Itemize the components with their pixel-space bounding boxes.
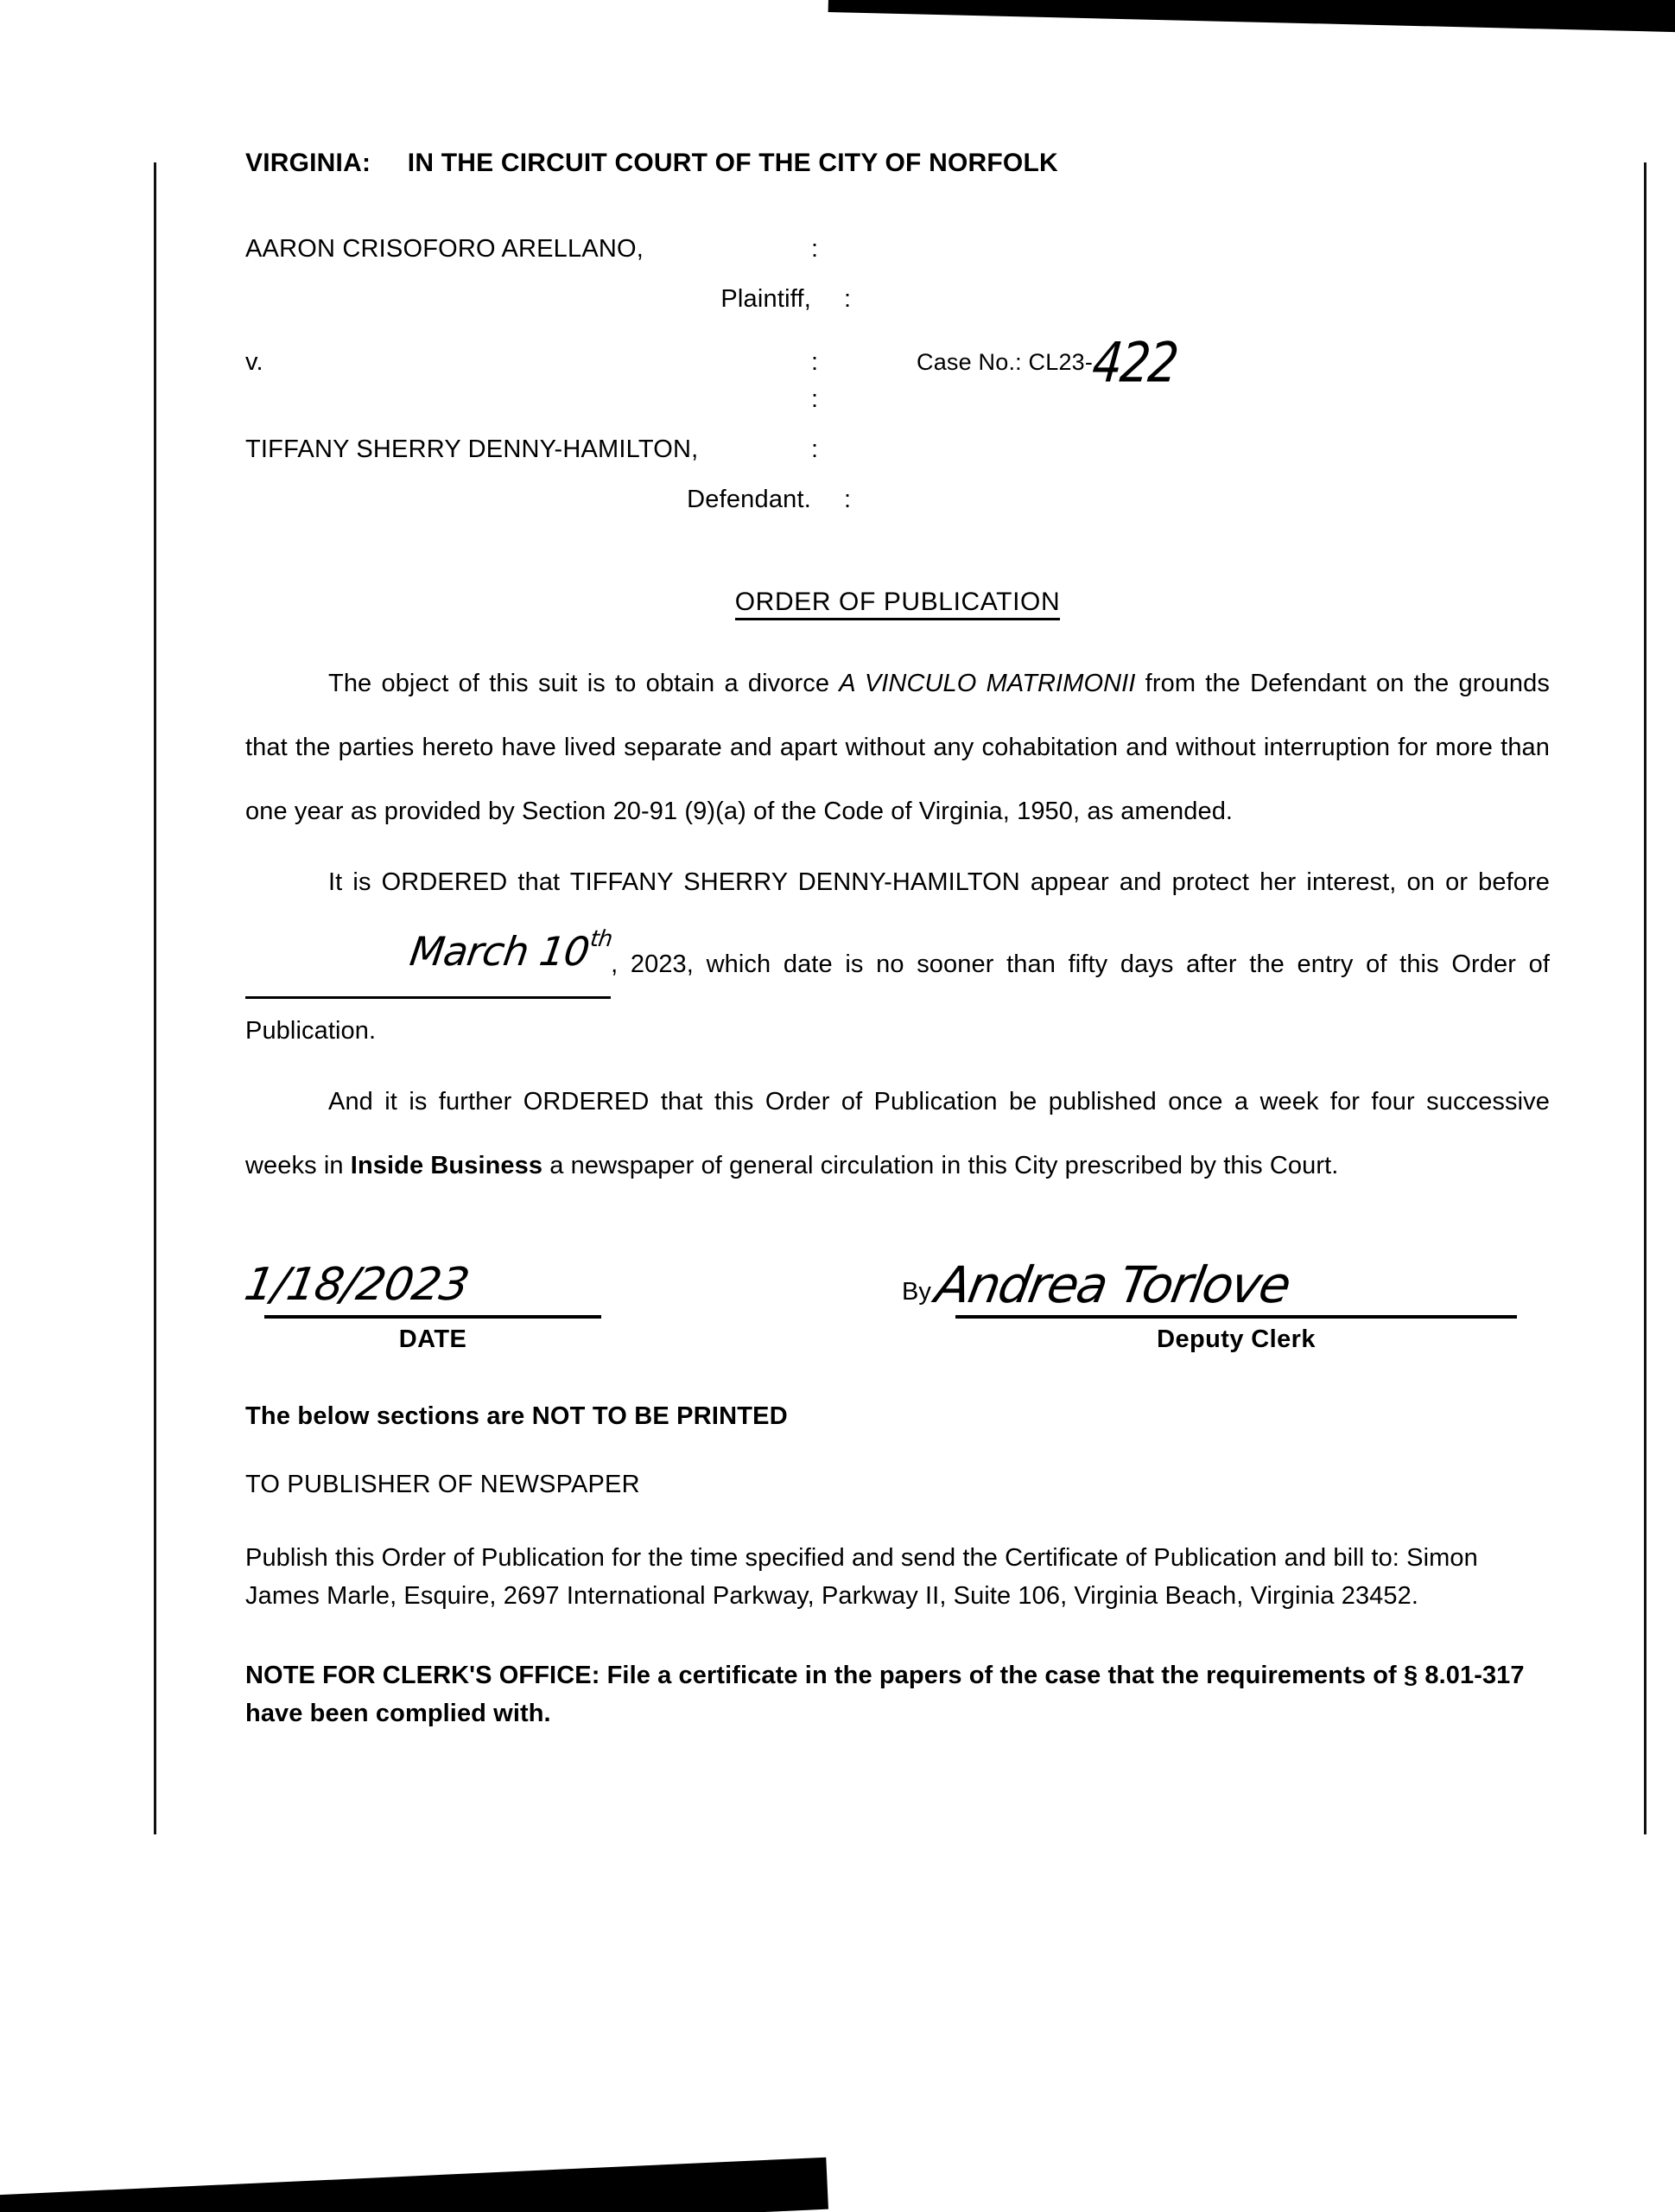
appearance-date-month-day: March 10 xyxy=(407,928,593,975)
latin-phrase-a-vinculo-matrimonii: A VINCULO MATRIMONII xyxy=(839,670,1136,697)
paragraph-3-tail: a newspaper of general circulation in this City prescribed by this Court. xyxy=(542,1152,1339,1179)
document-content xyxy=(240,149,1550,1732)
paragraph-publication-schedule xyxy=(245,1070,1550,1198)
case-number-handwritten: 422 xyxy=(1089,330,1181,395)
caption-row-spacer xyxy=(245,385,1550,435)
caption-row-versus xyxy=(245,330,1550,395)
newspaper-name: Inside Business xyxy=(350,1152,543,1179)
paragraph-2-tail: , 2023, which date is no sooner than fifty days after the entry of this Order of Publication. xyxy=(245,950,1550,1045)
case-caption xyxy=(245,235,1550,536)
appearance-date-blank xyxy=(245,914,614,999)
clerk-office-note: NOTE FOR CLERK'S OFFICE: File a certificate in the papers of the case that the requirements of § 8.01-317 have been complied with. xyxy=(245,1662,1525,1727)
appearance-date-handwritten xyxy=(323,907,616,983)
paragraph-object-of-suit xyxy=(245,652,1550,843)
clerk-signature-column xyxy=(867,1255,1550,1354)
caption-colon: : xyxy=(811,435,819,463)
publisher-instructions: Publish this Order of Publication for the time specified and send the Certificate of Publication and bill to: Simon James Marle, Esquire, 2697 International Parkway, Parkway II, Suite 106, Virginia Beach, Virginia 23452. xyxy=(245,1544,1478,1610)
order-of-publication-title xyxy=(245,588,1550,617)
date-signature-rule xyxy=(264,1312,601,1319)
caption-colon: : xyxy=(811,235,819,263)
not-to-be-printed-notice: The below sections are NOT TO BE PRINTED xyxy=(245,1402,788,1430)
caption-colon: : xyxy=(844,486,852,513)
plaintiff-label: Plaintiff, xyxy=(720,285,811,313)
clerk-signature-handwritten: Andrea Torlove xyxy=(930,1255,1294,1314)
caption-row-defendant-label xyxy=(245,486,1550,536)
date-handwritten: 1/18/2023 xyxy=(240,1259,473,1311)
case-number-label: Case No.: CL23- xyxy=(917,349,1094,375)
signature-block xyxy=(240,1255,1550,1354)
caption-colon: : xyxy=(844,285,852,313)
versus-label: v. xyxy=(245,348,263,376)
date-caption: DATE xyxy=(398,1325,467,1353)
scan-artifact-top-band xyxy=(828,0,1675,35)
caption-row-plaintiff-name xyxy=(245,235,1550,285)
appearance-date-ordinal: th xyxy=(588,926,614,952)
paragraph-ordered-appear xyxy=(245,850,1550,1063)
caption-row-defendant-name xyxy=(245,435,1550,486)
clerk-signature-row xyxy=(902,1255,1550,1314)
scan-artifact-bottom-band xyxy=(0,2158,828,2212)
by-label: By xyxy=(902,1278,931,1306)
date-signature-column xyxy=(240,1258,867,1354)
court-heading: VIRGINIA: IN THE CIRCUIT COURT OF THE CITY OF NORFOLK xyxy=(245,149,1058,177)
defendant-label: Defendant. xyxy=(687,486,811,513)
paragraph-1-lead: The object of this suit is to obtain a divorce xyxy=(328,670,840,697)
left-margin-rule xyxy=(154,162,156,1834)
defendant-name: TIFFANY SHERRY DENNY-HAMILTON, xyxy=(245,435,699,463)
publisher-heading: TO PUBLISHER OF NEWSPAPER xyxy=(245,1471,640,1498)
paragraph-3-lead: And it is further ORDERED that this Order of Publication be published once a week for four successive weeks in xyxy=(245,1088,1550,1179)
paragraph-1-tail: from the Defendant on the grounds that the parties hereto have lived separate and apart without any cohabitation and without interruption for more than one year as provided by Section 20-91 (9)(a) of the Code of Virginia, 1950, as amended. xyxy=(245,670,1550,825)
order-of-publication-title-text: ORDER OF PUBLICATION xyxy=(735,588,1060,620)
case-number-line xyxy=(846,330,1181,395)
deputy-clerk-caption: Deputy Clerk xyxy=(1157,1325,1316,1353)
caption-row-plaintiff-label xyxy=(245,285,1550,335)
paragraph-2-lead: It is ORDERED that TIFFANY SHERRY DENNY-HAMILTON appear and protect her interest, on or before xyxy=(328,868,1550,896)
plaintiff-name: AARON CRISOFORO ARELLANO, xyxy=(245,235,644,263)
right-margin-rule xyxy=(1644,162,1646,1834)
caption-colon: : xyxy=(811,385,819,413)
caption-colon: : xyxy=(811,348,819,376)
